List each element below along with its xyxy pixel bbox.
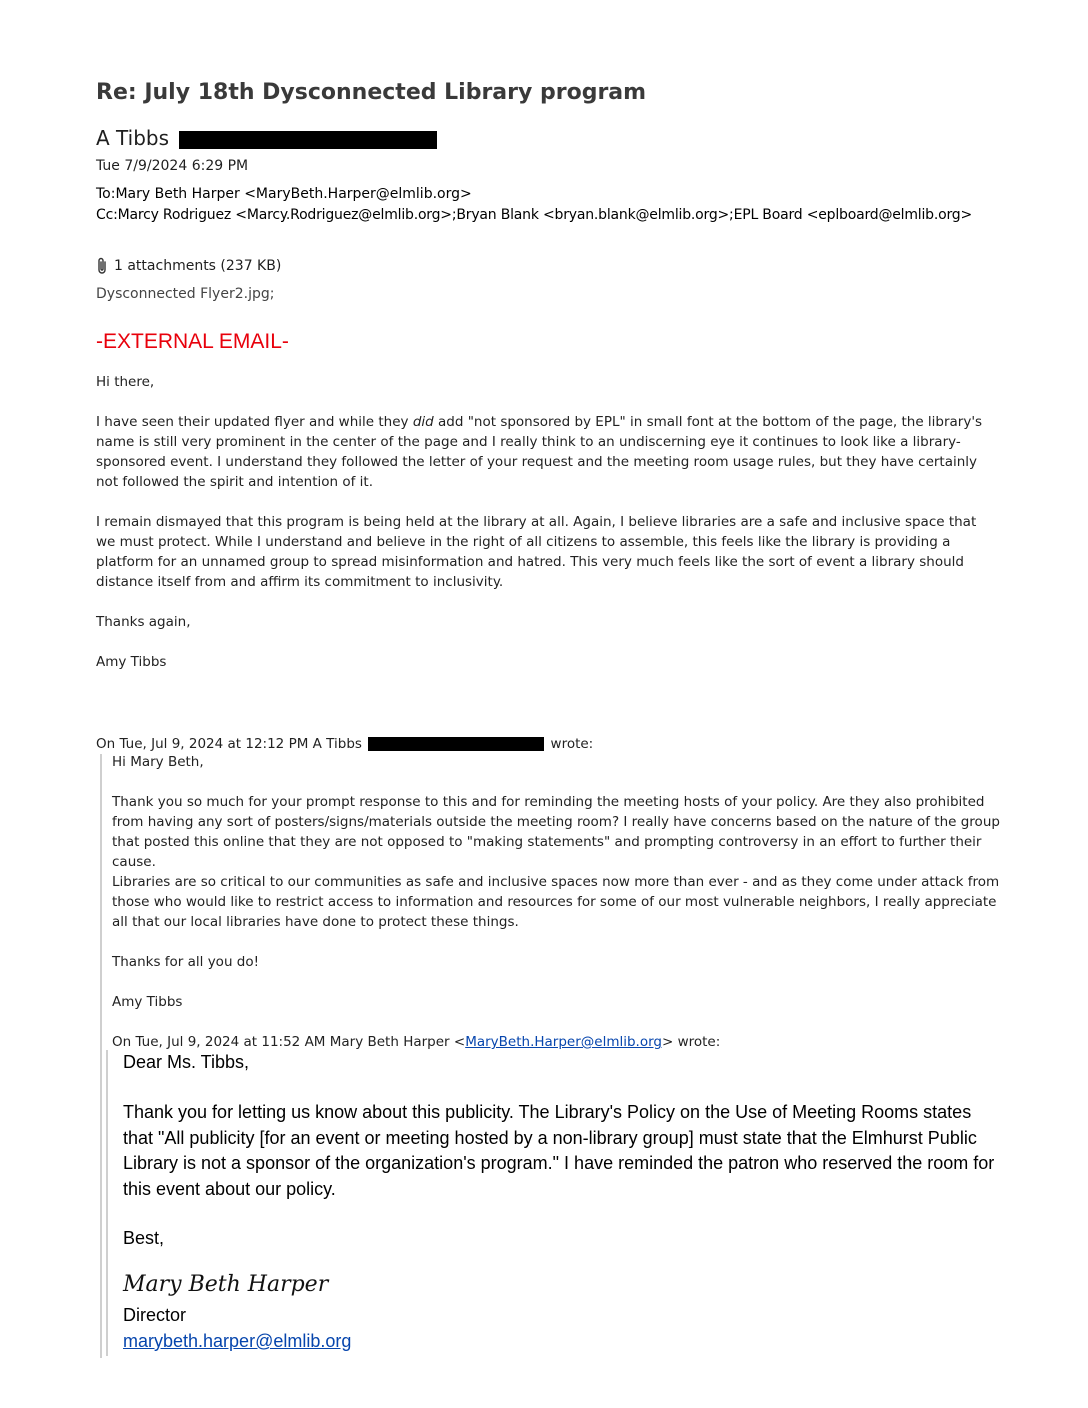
email-to-line: To:Mary Beth Harper <MaryBeth.Harper@elmlib.org> xyxy=(96,186,472,202)
quoted-header-2: On Tue, Jul 9, 2024 at 11:52 AM Mary Beth Harper <MaryBeth.Harper@elmlib.org> wrote: xyxy=(112,1034,721,1050)
body-greeting: Hi there, xyxy=(96,374,155,390)
attachments-summary[interactable] xyxy=(96,257,281,275)
quoted2-title: Director xyxy=(123,1305,187,1325)
redacted-sender-address xyxy=(179,131,437,149)
quoted1-paragraph-1: Thank you so much for your prompt response to this and for reminding the meeting hosts of your policy. Are they also prohibited from having any sort of posters/signs/materials outside the meeting room? I really have concerns based on the nature of the group that posted this online that they are not opposed to "making statements" and prompting controversy in an effort to further their cause. xyxy=(112,794,1000,870)
email-sender xyxy=(96,126,437,150)
quoted2-closing: Best, xyxy=(123,1228,165,1248)
email-subject: Re: July 18th Dysconnected Library program xyxy=(96,80,647,105)
emphasis-did: did xyxy=(412,414,434,430)
body-paragraph-1: I have seen their updated flyer and while they did add "not sponsored by EPL" in small font at the bottom of the page, the library's name is still very prominent in the center of the page and I really think to an undiscerning eye it continues to look like a library-sponsored event. I understand they followed the letter of your request and the meeting room usage rules, but they have certainly not followed the spirit and intention of it. xyxy=(96,414,983,490)
paperclip-icon xyxy=(96,258,114,274)
attachments-label: 1 attachments (237 KB) xyxy=(114,258,282,274)
quoted1-greeting: Hi Mary Beth, xyxy=(112,754,204,770)
quoted1-closing: Thanks for all you do! xyxy=(112,954,260,970)
external-email-banner: -EXTERNAL EMAIL- xyxy=(96,330,289,353)
sender-name: A Tibbs xyxy=(96,126,170,150)
quoted-message-2 xyxy=(106,1050,995,1356)
quoted2-paragraph-1: Thank you for letting us know about this publicity. The Library's Policy on the Use of Meeting Rooms states that "All publicity [for an event or meeting hosted by a non-library group] must state that the Elmhurst Public Library is not a sponsor of the organization's program." I have reminded the patron who reserved the room for this event about our policy. xyxy=(123,1102,995,1199)
quoted2-email-link[interactable]: marybeth.harper@elmlib.org xyxy=(123,1331,352,1351)
attachment-file-link[interactable]: Dysconnected Flyer2.jpg; xyxy=(96,286,275,302)
redacted-quoted-address xyxy=(368,737,544,751)
quoted1-paragraph-2: Libraries are so critical to our communities as safe and inclusive spaces now more than ever - and as they come under attack from those who would like to restrict access to information and resources for some of our most vulnerable neighbors, I really appreciate all that our local libraries have done to protect these things. xyxy=(112,874,1000,930)
quoted2-greeting: Dear Ms. Tibbs, xyxy=(123,1052,250,1072)
quoted-header-email-link[interactable]: MaryBeth.Harper@elmlib.org xyxy=(465,1034,662,1050)
body-signoff: Amy Tibbs xyxy=(96,654,167,670)
email-cc-line: Cc:Marcy Rodriguez <Marcy.Rodriguez@elmlib.org>;Bryan Blank <bryan.blank@elmlib.org>;EPL Board <eplboard@elmlib.org> xyxy=(96,207,972,223)
email-date: Tue 7/9/2024 6:29 PM xyxy=(96,158,249,174)
quoted-header-1: On Tue, Jul 9, 2024 at 12:12 PM A Tibbs wrote: xyxy=(96,736,594,752)
quoted-message-1 xyxy=(100,754,1012,1358)
quoted1-signoff: Amy Tibbs xyxy=(112,994,183,1010)
handwritten-signature: Mary Beth Harper xyxy=(123,1272,329,1297)
body-paragraph-2: I remain dismayed that this program is being held at the library at all. Again, I believe libraries are a safe and inclusive space that we must protect. While I understand and believe in the right of all citizens to assemble, this feels like the library is providing a platform for an unnamed group to spread misinformation and hatred. This very much feels like the sort of event a library should distance itself from and affirm its commitment to inclusivity. xyxy=(96,514,977,590)
body-closing: Thanks again, xyxy=(96,614,191,630)
